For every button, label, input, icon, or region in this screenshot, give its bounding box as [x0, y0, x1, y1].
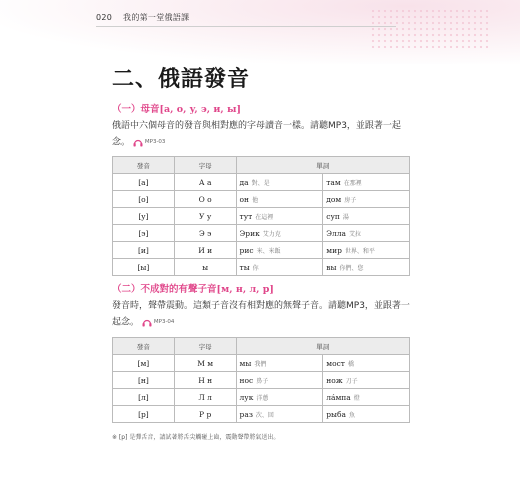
- word-meaning: 刀子: [345, 377, 358, 385]
- word-meaning: 在那裡: [343, 179, 362, 187]
- header-band: [0, 0, 520, 64]
- section2-intro-line2: 起念。: [112, 317, 140, 328]
- sound-cell: [113, 208, 175, 225]
- word-meaning: 你們、您: [339, 264, 364, 272]
- word-russian: раз: [239, 409, 253, 419]
- word-russian: Эрик: [239, 228, 260, 238]
- letter-cell: [174, 406, 236, 423]
- word-russian: он: [239, 194, 250, 204]
- word-cell: [236, 174, 323, 191]
- sound-cell: [113, 372, 175, 389]
- sound-text: [ы]: [137, 262, 150, 272]
- word-meaning: 湯: [342, 213, 349, 221]
- word-meaning: 次、回: [255, 411, 274, 419]
- word-cell: [323, 174, 410, 191]
- word-russian: мы: [239, 358, 252, 368]
- word-cell: [323, 191, 410, 208]
- word-meaning: 艾拉: [349, 230, 362, 238]
- word-cell: [323, 259, 410, 276]
- word-russian: да: [239, 177, 249, 187]
- section1-intro-line1: 俄語中六個母音的發音與相對應的字母讀音一樣。請聽MP3，並跟著一起: [112, 121, 401, 131]
- letter-cell: [174, 242, 236, 259]
- letter-cell: [174, 174, 236, 191]
- word-russian: тут: [239, 211, 253, 221]
- section2-heading-text: （二）不成對的有聲子音: [112, 284, 217, 295]
- word-cell: [236, 259, 323, 276]
- col-header-words: 單詞: [236, 338, 409, 355]
- word-russian: вы: [326, 262, 337, 272]
- header-rule: [96, 26, 396, 27]
- letter-text: А а: [198, 177, 212, 187]
- word-russian: рис: [239, 245, 254, 255]
- headphones-icon: [142, 318, 152, 327]
- table-row: [113, 208, 410, 225]
- word-meaning: 他: [252, 196, 259, 204]
- sound-cell: [113, 191, 175, 208]
- word-cell: [323, 389, 410, 406]
- col-header-sound: 發音: [113, 338, 175, 355]
- letter-text: Р р: [199, 409, 212, 419]
- col-header-letter: 字母: [174, 338, 236, 355]
- sound-text: [р]: [138, 409, 149, 419]
- audio-track-mp3-04[interactable]: [142, 314, 175, 330]
- col-header-words: 單詞: [236, 157, 409, 174]
- word-cell: [236, 225, 323, 242]
- section1-intro: [112, 118, 412, 151]
- letter-text: М м: [197, 358, 214, 368]
- word-cell: [236, 191, 323, 208]
- section2-heading: [112, 281, 274, 295]
- word-meaning: 米、米飯: [256, 247, 281, 255]
- word-cell: [236, 406, 323, 423]
- letter-text: ы: [202, 262, 209, 272]
- letter-text: Э э: [199, 228, 212, 238]
- table-header-row: [113, 338, 410, 355]
- sound-text: [и]: [137, 245, 149, 255]
- word-meaning: 對、是: [251, 179, 270, 187]
- sound-cell: [113, 355, 175, 372]
- table-row: [113, 389, 410, 406]
- table-row: [113, 174, 410, 191]
- word-meaning: 房子: [344, 196, 357, 204]
- word-cell: [236, 208, 323, 225]
- word-meaning: 魚: [349, 411, 356, 419]
- word-russian: рыба: [326, 409, 346, 419]
- word-meaning: 在這裡: [255, 213, 274, 221]
- section2-intro: [112, 298, 412, 331]
- sound-text: [л]: [138, 392, 149, 402]
- consonant-table: [112, 337, 410, 423]
- sound-text: [э]: [138, 228, 149, 238]
- sound-text: [y]: [138, 211, 149, 221]
- letter-text: У у: [199, 211, 212, 221]
- word-meaning: 艾力克: [262, 230, 281, 238]
- running-header: [96, 12, 189, 23]
- table-row: [113, 406, 410, 423]
- letter-cell: [174, 208, 236, 225]
- letter-cell: [174, 191, 236, 208]
- section1-heading-letters: [a, o, y, э, и, ы]: [159, 104, 242, 115]
- word-cell: [323, 225, 410, 242]
- table-row: [113, 191, 410, 208]
- sound-cell: [113, 259, 175, 276]
- letter-text: О о: [198, 194, 212, 204]
- word-meaning: 我們: [254, 360, 267, 368]
- section1-heading: [112, 101, 241, 115]
- col-header-sound: 發音: [113, 157, 175, 174]
- table-row: [113, 242, 410, 259]
- sound-cell: [113, 389, 175, 406]
- sound-text: [н]: [137, 375, 149, 385]
- sound-text: [м]: [137, 358, 150, 368]
- letter-text: И и: [198, 245, 213, 255]
- word-meaning: 燈: [353, 394, 360, 402]
- table-header-row: [113, 157, 410, 174]
- word-russian: суп: [326, 211, 340, 221]
- word-russian: ты: [239, 262, 250, 272]
- section2-heading-letters: [м, н, л, р]: [216, 284, 274, 295]
- word-meaning: 世界、和平: [344, 247, 375, 255]
- word-russian: там: [326, 177, 341, 187]
- letter-text: Л л: [198, 392, 212, 402]
- letter-text: Н н: [198, 375, 213, 385]
- word-cell: [236, 355, 323, 372]
- word-russian: нос: [239, 375, 254, 385]
- audio-tag: MP3-04: [153, 319, 175, 325]
- table-row: [113, 225, 410, 242]
- word-cell: [323, 242, 410, 259]
- sound-cell: [113, 242, 175, 259]
- table-row: [113, 355, 410, 372]
- col-header-letter: 字母: [174, 157, 236, 174]
- audio-tag: MP3-03: [144, 139, 166, 145]
- page-title: 二、俄語發音: [112, 67, 251, 92]
- word-russian: нож: [326, 375, 343, 385]
- word-cell: [323, 208, 410, 225]
- letter-cell: [174, 225, 236, 242]
- sound-text: [o]: [138, 194, 149, 204]
- sound-cell: [113, 406, 175, 423]
- section1-intro-line2: 念。: [112, 137, 131, 148]
- sound-cell: [113, 174, 175, 191]
- word-russian: лук: [239, 392, 254, 402]
- word-russian: лáмпа: [326, 392, 351, 402]
- word-meaning: 橋: [347, 360, 354, 368]
- footnote: ※ [р] 是彈舌音，請試著將舌尖觸碰上齒，震動聲帶將氣送出。: [112, 434, 280, 441]
- sound-cell: [113, 225, 175, 242]
- word-cell: [323, 355, 410, 372]
- section1-heading-text: （一）母音: [112, 104, 160, 115]
- word-meaning: 你: [252, 264, 259, 272]
- word-russian: дом: [326, 194, 342, 204]
- book-title: 我的第一堂俄語課: [123, 13, 190, 22]
- word-meaning: 洋蔥: [256, 394, 269, 402]
- page-number: 020: [96, 13, 113, 22]
- sound-text: [a]: [138, 177, 149, 187]
- letter-cell: [174, 355, 236, 372]
- word-russian: мир: [326, 245, 342, 255]
- word-cell: [323, 372, 410, 389]
- word-russian: Элла: [326, 228, 346, 238]
- word-cell: [236, 242, 323, 259]
- table-row: [113, 259, 410, 276]
- vowel-table: [112, 156, 410, 276]
- word-cell: [236, 389, 323, 406]
- word-cell: [323, 406, 410, 423]
- decor-dots: [370, 8, 490, 48]
- word-russian: мост: [326, 358, 345, 368]
- letter-cell: [174, 389, 236, 406]
- headphones-icon: [133, 138, 143, 147]
- table-row: [113, 372, 410, 389]
- letter-cell: [174, 372, 236, 389]
- audio-track-mp3-03[interactable]: [133, 134, 166, 150]
- word-cell: [236, 372, 323, 389]
- letter-cell: [174, 259, 236, 276]
- word-meaning: 鼻子: [256, 377, 269, 385]
- section2-intro-line1: 發音時，聲帶震動。這類子音沒有相對應的無聲子音。請聽MP3，並跟著一: [112, 301, 410, 311]
